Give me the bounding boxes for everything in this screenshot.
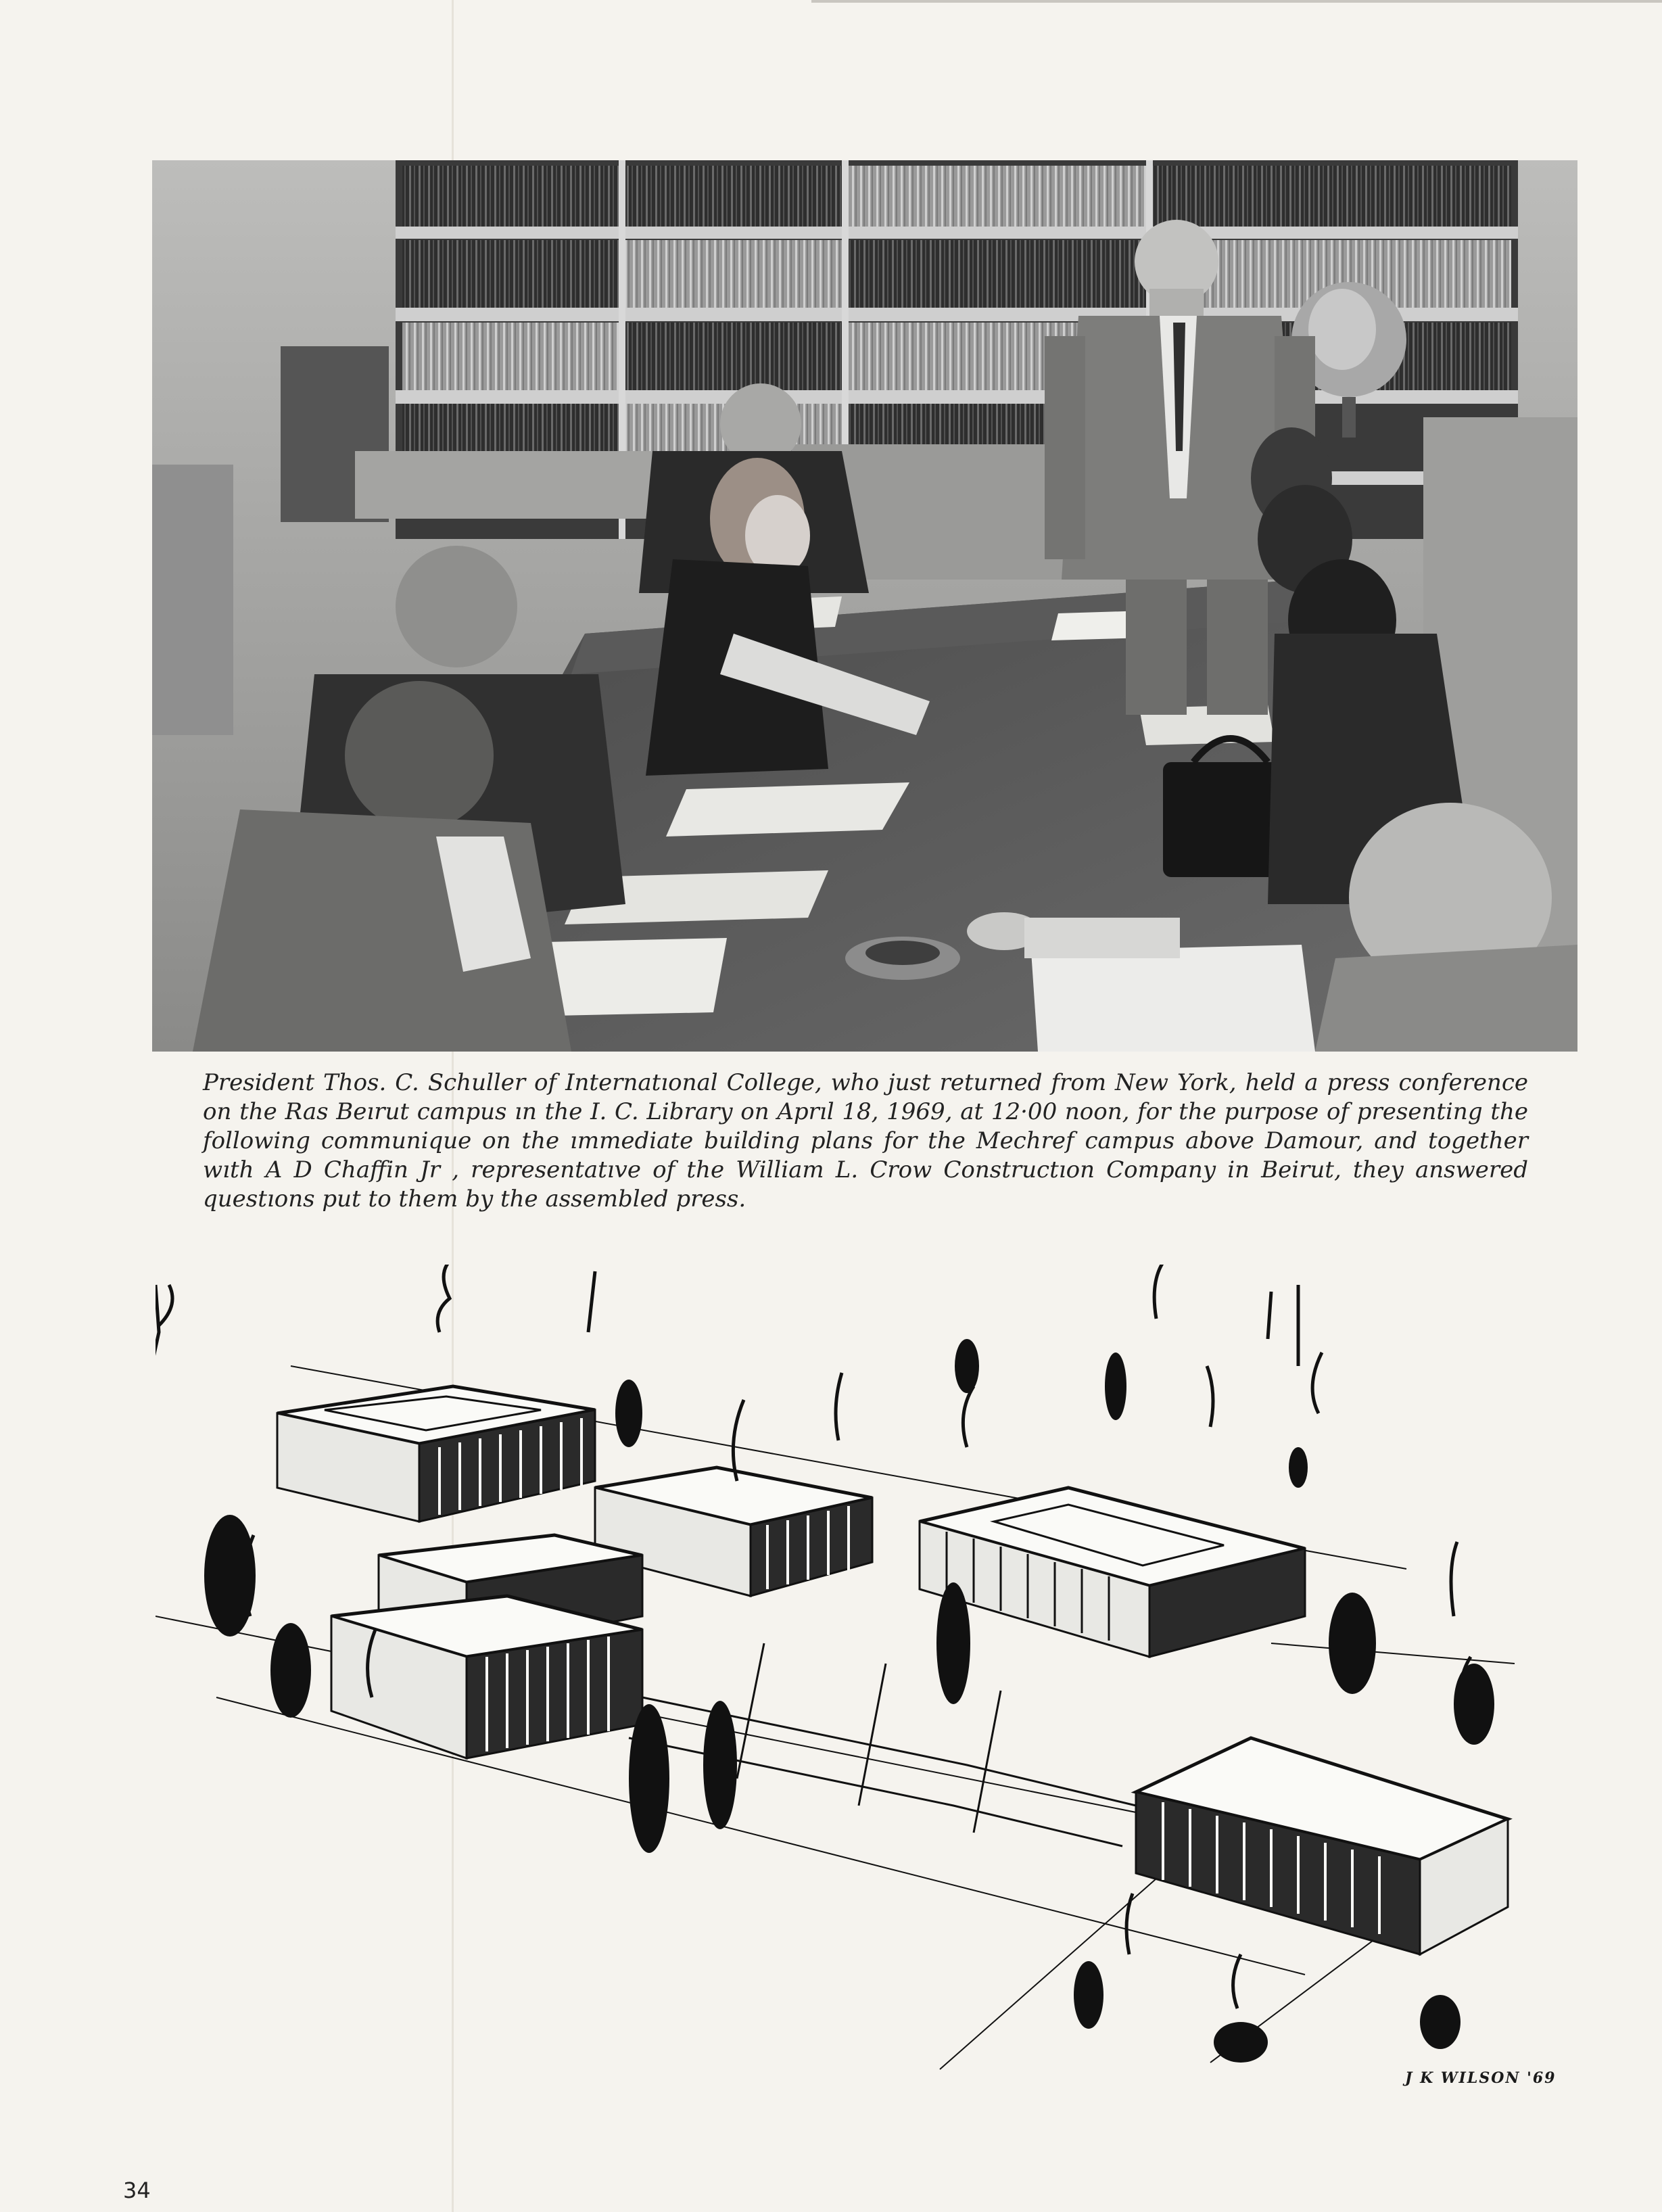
artist-signature: J K WILSON '69 xyxy=(1405,2069,1557,2087)
building-e xyxy=(920,1488,1305,1657)
page-number: 34 xyxy=(123,2178,151,2203)
top-rule xyxy=(811,0,1662,3)
caption-text: President Thos. C. Schuller of Internatıonal College, who just returned from New York, held a press conference on the Ras Beırut campus ın the I. C. Library on Aprıl 18, 1969, at 12·00 noon, for the purpose of presenting the following communique on the ımmediate building plans for the Mechref campus above Damour, and together wıth A D Chaffin Jr , representatıve of the William L. Crow Constructıon Company in Beirut, they answered questıons put to them by the assembled press. xyxy=(203,1069,1528,1213)
campus-drawing-illustration xyxy=(156,1265,1548,2076)
press-conference-photo xyxy=(152,160,1577,1052)
building-a xyxy=(277,1386,595,1522)
photo-illustration xyxy=(152,160,1577,1052)
photo-caption xyxy=(203,1068,1528,1214)
campus-architectural-drawing xyxy=(156,1265,1548,2076)
building-d xyxy=(331,1596,642,1758)
building-f xyxy=(1136,1738,1508,1954)
